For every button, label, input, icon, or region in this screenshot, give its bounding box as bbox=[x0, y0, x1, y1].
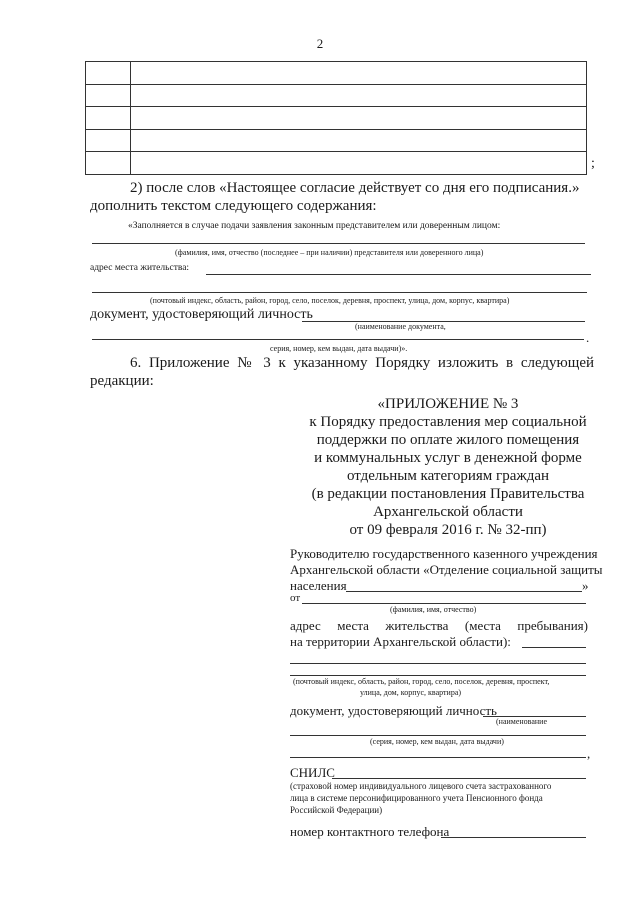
inserted-trailing-dot: . bbox=[586, 330, 590, 345]
inserted-address-caption: (почтовый индекс, область, район, город, село, поселок, деревня, проспект, улица, дом, корпус, квартира) bbox=[150, 296, 510, 305]
table-cell bbox=[86, 152, 131, 175]
inserted-document-label: документ, удостоверяющий личность bbox=[90, 307, 313, 322]
address-line-c bbox=[290, 675, 586, 676]
phone-line bbox=[441, 837, 586, 838]
series-line-form-2 bbox=[290, 757, 586, 758]
form-series-caption: (серия, номер, кем выдан, дата выдачи) bbox=[370, 737, 504, 746]
snils-line bbox=[332, 778, 586, 779]
para2-line2: дополнить текстом следующего содержания: bbox=[90, 198, 377, 214]
form-snils-caption-3: Российской Федерации) bbox=[290, 805, 383, 815]
form-address-word: жительства bbox=[385, 618, 449, 633]
inserted-series-caption: серия, номер, кем выдан, дата выдачи)». bbox=[270, 344, 408, 353]
table-cell bbox=[86, 107, 131, 130]
series-line-form bbox=[290, 735, 586, 736]
appendix-line: Архангельской области bbox=[373, 504, 523, 520]
form-snils-label: СНИЛС bbox=[290, 765, 335, 780]
table-cell bbox=[131, 62, 587, 85]
form-address-word: адрес bbox=[290, 618, 321, 633]
table-row bbox=[86, 129, 587, 152]
appendix-line: и коммунальных услуг в денежной форме bbox=[314, 450, 582, 466]
appendix-line: поддержки по оплате жилого помещения bbox=[316, 432, 580, 448]
form-address-line1 bbox=[290, 618, 588, 634]
form-to-line2: Архангельской области «Отделение социальной защиты bbox=[290, 562, 603, 577]
para6-line2: редакции: bbox=[90, 373, 154, 389]
page-number: 2 bbox=[316, 36, 324, 51]
fio-line bbox=[92, 243, 585, 244]
table-cell bbox=[86, 62, 131, 85]
table-cell bbox=[131, 107, 587, 130]
inserted-fio-caption: (фамилия, имя, отчество (последнее – при наличии) представителя или доверенного лица) bbox=[175, 248, 484, 257]
form-to-line3-end: » bbox=[582, 578, 589, 593]
address-line-a bbox=[522, 647, 586, 648]
form-document-caption: (наименование bbox=[496, 717, 548, 726]
inserted-document-caption: (наименование документа, bbox=[355, 322, 446, 331]
table-row bbox=[86, 84, 587, 107]
address-line-b bbox=[290, 663, 586, 664]
form-address-word: пребывания) bbox=[517, 618, 588, 633]
from-line bbox=[302, 603, 586, 604]
form-fio-caption: (фамилия, имя, отчество) bbox=[390, 605, 477, 614]
form-to-line1: Руководителю государственного казенного учреждения bbox=[290, 546, 598, 561]
series-line bbox=[92, 339, 584, 340]
appendix-line: от 09 февраля 2016 г. № 32-пп) bbox=[349, 522, 547, 538]
table-row bbox=[86, 107, 587, 130]
inserted-address-label: адрес места жительства: bbox=[90, 263, 190, 273]
form-snils-caption-1: (страховой номер индивидуального лицевого счета застрахованного bbox=[290, 781, 552, 791]
table-cell bbox=[86, 84, 131, 107]
form-snils-caption-2: лица в системе персонифицированного учета Пенсионного фонда bbox=[290, 793, 543, 803]
table-cell bbox=[131, 129, 587, 152]
appendix-line: к Порядку предоставления мер социальной bbox=[309, 414, 587, 430]
table-cell bbox=[131, 84, 587, 107]
form-comma: , bbox=[587, 746, 591, 761]
appendix-line: (в редакции постановления Правительства bbox=[311, 486, 585, 502]
form-address-caption-1: (почтовый индекс, область, район, город, село, поселок, деревня, проспект, bbox=[293, 677, 550, 686]
table-row bbox=[86, 152, 587, 175]
form-from-label: от bbox=[290, 592, 301, 604]
para2-line1: 2) после слов «Настоящее согласие действует со дня его подписания.» bbox=[130, 180, 580, 196]
institution-line bbox=[346, 591, 582, 592]
table-row bbox=[86, 62, 587, 85]
address-line bbox=[206, 274, 591, 275]
form-phone-label: номер контактного телефона bbox=[290, 824, 450, 839]
inserted-intro: «Заполняется в случае подачи заявления законным представителем или доверенным лицом: bbox=[128, 221, 501, 231]
blank-table bbox=[85, 61, 587, 175]
table-cell bbox=[86, 129, 131, 152]
form-address-word: (места bbox=[464, 618, 501, 633]
appendix-line: отдельным категориям граждан bbox=[346, 468, 550, 484]
form-document-label: документ, удостоверяющий личность bbox=[290, 703, 497, 718]
form-address-line2: на территории Архангельской области): bbox=[290, 634, 511, 649]
form-address-word: места bbox=[337, 618, 369, 633]
form-address-caption-2: улица, дом, корпус, квартира) bbox=[360, 688, 462, 697]
para6-line1: 6. Приложение № 3 к указанному Порядку изложить в следующей bbox=[130, 355, 594, 371]
form-to-line3-label: населения bbox=[290, 578, 347, 593]
appendix-title: «ПРИЛОЖЕНИЕ № 3 bbox=[377, 396, 519, 412]
address-line-2 bbox=[92, 292, 587, 293]
table-cell bbox=[131, 152, 587, 175]
table-semicolon: ; bbox=[591, 156, 595, 171]
